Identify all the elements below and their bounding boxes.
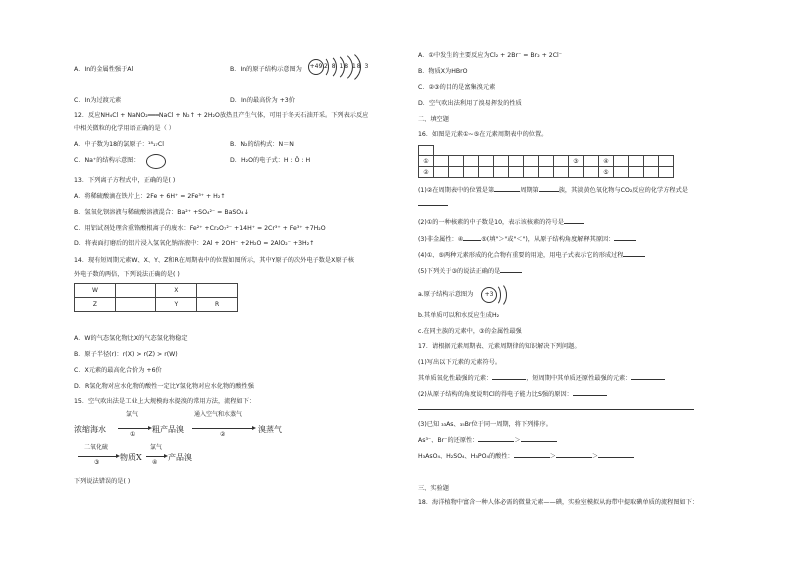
answer-blank[interactable] <box>631 379 665 380</box>
answer-blank[interactable] <box>494 191 520 192</box>
answer-blank[interactable] <box>478 441 514 442</box>
answer-blank[interactable] <box>539 191 559 192</box>
text: 周期第 <box>520 187 539 194</box>
q15-stem: 15．空气吹出法是工业上大规模海水提溴的常用方法，流程如下： <box>74 398 256 405</box>
flow-node-product-bromine: 产品溴 <box>168 453 192 462</box>
q12-option-a: A．中子数为18的氯原子：¹⁸₁₇Cl <box>74 141 164 148</box>
grid-cell: Z <box>75 298 116 312</box>
text: ＞ <box>591 453 599 460</box>
text: H₃AsO₄、H₂SO₄、H₃PO₄的酸性： <box>418 453 514 460</box>
flow-arrow <box>78 456 118 457</box>
q16-part2 <box>418 219 584 227</box>
section-experiment: 三、实验题 <box>418 485 449 492</box>
text: (5)下列关于③的说法正确的是 <box>418 268 501 275</box>
q16-part5 <box>418 268 522 276</box>
q16-part1-line <box>418 201 448 209</box>
q16-grid <box>418 155 674 178</box>
grid-cell: ② <box>419 167 434 178</box>
answer-blank[interactable] <box>418 205 448 206</box>
text: 其单质氧化性最强的元素： <box>418 375 493 382</box>
answer-blank[interactable] <box>623 256 645 257</box>
q17-part3-b <box>418 453 634 461</box>
answer-blank[interactable] <box>556 457 592 458</box>
section-fill-in: 二、填空题 <box>418 116 449 123</box>
answer-blank[interactable] <box>492 379 526 380</box>
answer-blank[interactable] <box>500 272 522 273</box>
q14-option-c: C．X元素的最高化合价为 +6价 <box>74 367 162 374</box>
q13-option-a: A．将稀硫酸滴在铁片上：2Fe + 6H⁺ = 2Fe³⁺ + H₂↑ <box>74 193 226 200</box>
q12-option-d: D．H₂O的电子式：H : Ö : H <box>230 157 311 164</box>
q14-option-a: A．W的气态氢化物比X的气态氢化物稳定 <box>74 335 188 342</box>
q15-option-d: D．空气吹出法利用了溴易挥发的性质 <box>418 100 522 107</box>
q16-part5-b: b.其单质可以和水反应生成H₂ <box>418 312 500 319</box>
grid-cell: ④ <box>599 156 614 167</box>
text: (4)①、⑤两种元素形成的化合物有重要的用途，用电子式表示它的形成过程 <box>418 252 624 259</box>
q17-part1-line <box>418 375 665 383</box>
answer-blank[interactable] <box>514 457 550 458</box>
flow-reagent: 二氧化硫 <box>84 444 109 451</box>
flow-step-label: ① <box>130 431 136 438</box>
grid-cell: W <box>75 284 116 298</box>
grid-cell <box>197 284 238 298</box>
q13-stem: 13．下列离子方程式中，正确的是( ) <box>74 177 176 184</box>
q17-part2 <box>418 391 607 399</box>
flow-node-substance-x: 物质X <box>120 453 142 462</box>
flow-step-label: ④ <box>152 459 158 466</box>
answer-blank[interactable] <box>598 457 634 458</box>
sodium-ion-diagram <box>146 154 166 169</box>
q11-option-b: B．In的原子结构示意图为 <box>230 66 302 73</box>
q16-part5-c: c.在同主族的元素中，③的金属性最强 <box>418 328 522 335</box>
q17-part1: (1)写出以下元素的元素符号。 <box>418 359 502 366</box>
flow-step-label: ② <box>220 431 226 438</box>
grid-cell: Y <box>156 298 197 312</box>
q15-option-b: B．物质X为HBrO <box>418 68 468 75</box>
text: ＞ <box>514 437 521 444</box>
q17-part3-a <box>418 437 557 445</box>
grid-cell <box>115 284 156 298</box>
q16-part4 <box>418 252 645 260</box>
q15-question: 下列说法错误的是( ) <box>74 478 131 485</box>
grid-cell: X <box>156 284 197 298</box>
q16-part3 <box>418 236 636 244</box>
q12-option-b: B．N₂的结构式：N＝N <box>230 141 294 148</box>
text: 族，其淡黄色氧化物与CO₂反应的化学方程式是 <box>558 187 688 194</box>
q16-part1 <box>418 187 688 195</box>
q12-option-c: C．Na⁺的结构示意图： <box>74 157 140 164</box>
grid-cell: ③ <box>569 156 584 167</box>
flow-node-crude-bromine: 粗产品溴 <box>152 425 184 434</box>
q11-option-d: D．In的最高价为 +3价 <box>230 97 295 104</box>
q15-option-c: C．②③的目的是富集溴元素 <box>418 84 496 91</box>
q17-part3: (3)已知 ₃₃As、₃₅Br位于同一周期，将下列排序。 <box>418 421 552 428</box>
flow-node-bromine-vapor: 溴蒸气 <box>258 425 282 434</box>
text: (2)①的一种核素的中子数是10，表示该核素的符号是 <box>418 219 564 226</box>
grid-cell: ⑤ <box>599 167 614 178</box>
q14-periodic-grid <box>74 283 238 312</box>
grid-cell: ① <box>419 156 434 167</box>
text: (2)从原子结构的角度说明Cl的得电子能力比S强的原因： <box>418 391 573 398</box>
flow-reagent: 氯气 <box>150 444 163 451</box>
indium-nucleus: +49 <box>308 59 324 75</box>
answer-blank[interactable] <box>463 240 481 241</box>
q11-option-c: C．In为过渡元素 <box>74 97 122 104</box>
flow-node-seawater: 浓缩海水 <box>74 425 106 434</box>
q14-option-b: B．原子半径(r)：r(X) > r(Z) > r(W) <box>74 351 178 358</box>
grid-cell <box>115 298 156 312</box>
q18-stem: 18．海洋植物中富含一种人体必需的微量元素——碘，实验室模拟从海带中提取碘单质的流程图如下： <box>418 499 699 506</box>
text: (1)②在周期表中的位置是第 <box>418 187 495 194</box>
flow-reagent: 通入空气和水蒸气 <box>194 411 243 418</box>
flow-arrow <box>146 456 166 457</box>
q12-stem-line2: 中相关微粒的化学用语正确的是（ ） <box>74 125 175 132</box>
text: ＞ <box>549 453 556 460</box>
shell-arc <box>488 282 507 308</box>
q14-stem-line2: 外电子数的两倍，下列说法正确的是( ) <box>74 271 180 278</box>
text: (3)非金属性：④ <box>418 236 464 243</box>
indium-shell-electrons: 2 8 18 18 3 <box>324 63 370 70</box>
q17-part2-line <box>418 405 694 413</box>
answer-blank[interactable] <box>614 240 636 241</box>
q13-option-d: D．将表面打磨后的铝片浸入氢氧化钠溶液中：2Al + 2OH⁻ +2H₂O = 2AlO₂⁻ +3H₂↑ <box>74 240 315 247</box>
q13-option-c: C．用铝试剂处理含重铬酸根离子的废水：Fe²⁺ +Cr₂O₇²⁻ +14H⁺ = 2Cr³⁺ + Fe³⁺ +7H₂O <box>74 225 326 232</box>
q12-stem-line1: 12．反应NH₄Cl + NaNO₂═══NaCl + N₂↑ + 2H₂O放热且产生气体，可用于冬天石油开采。下列表示反应 <box>74 112 369 119</box>
q11-option-a: A．In的金属性强于Al <box>74 66 134 73</box>
q13-option-b: B．氢氧化钡溶液与稀硫酸溶液混合：Ba²⁺ +SO₄²⁻ = BaSO₄↓ <box>74 209 249 216</box>
q14-stem-line1: 14．现有短周期元素W、X、Y、Z和R在周期表中的位置如图所示，其中Y原子的次外电子数是X原子核 <box>74 257 354 264</box>
flow-arrow <box>192 428 254 429</box>
flow-step-label: ③ <box>94 459 100 466</box>
q16-part5-a: a.原子结构示意图为 <box>418 291 474 298</box>
q16-stem: 16．如图是元素①~⑤在元素周期表中的位置。 <box>418 131 548 138</box>
answer-blank[interactable] <box>521 441 557 442</box>
q17-stem: 17．请根据元素周期表、元素周期律的知识解决下列问题。 <box>418 343 581 350</box>
text: ⑤(填"＞"或"＜")，从原子结构角度解释其原因： <box>481 236 615 243</box>
grid-cell: R <box>197 298 238 312</box>
text: As³⁻、Br⁻的还原性： <box>418 437 479 444</box>
flow-arrow <box>118 428 150 429</box>
lithium-nucleus: +3 <box>481 287 497 303</box>
answer-blank[interactable] <box>564 223 584 224</box>
q14-option-d: D．R氢化物对应水化物的酸性一定比Y氢化物对应水化物的酸性强 <box>74 383 254 390</box>
q15-option-a: A．①中发生的主要反应为Cl₂ + 2Br⁻ = Br₂ + 2Cl⁻ <box>418 52 563 59</box>
flow-reagent: 氯气 <box>126 411 139 418</box>
answer-blank[interactable] <box>418 409 694 410</box>
text: ，短周期中其单质还原性最强的元素： <box>526 375 632 382</box>
answer-blank[interactable] <box>573 395 607 396</box>
